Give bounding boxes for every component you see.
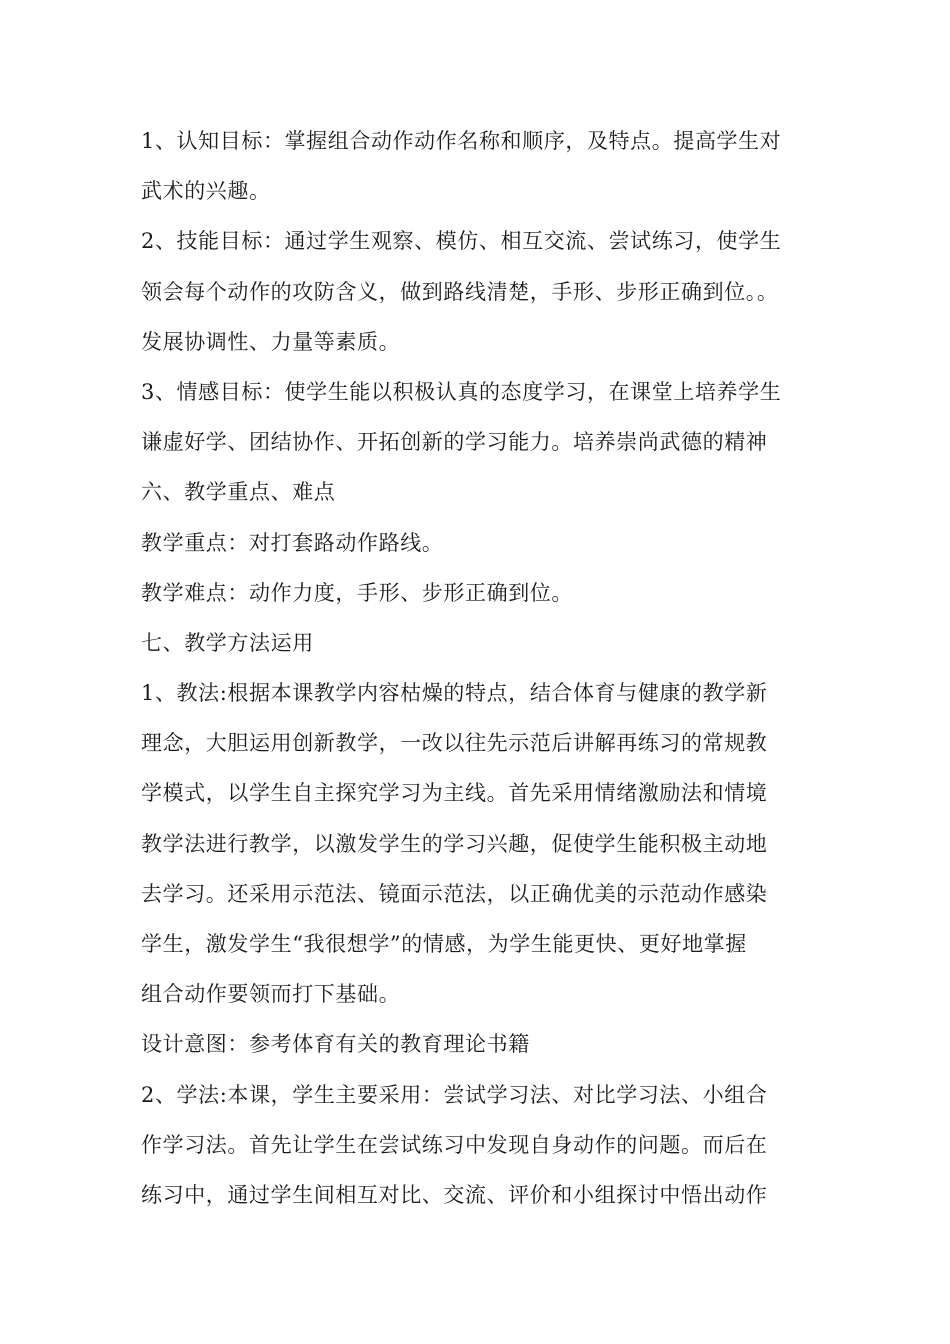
section-heading-7: 七、教学方法运用: [141, 630, 314, 655]
text-line-20: 2、学法:本课，学生主要采用：尝试学习法、对比学习法、小组合: [141, 1082, 768, 1107]
text-line-16: 去学习。还采用示范法、镜面示范法，以正确优美的示范动作感染: [141, 881, 768, 906]
section-heading-6: 六、教学重点、难点: [141, 480, 336, 505]
document-body: [141, 116, 821, 1220]
text-line-15: 教学法进行教学，以激发学生的学习兴趣，促使学生能积极主动地: [141, 831, 768, 856]
text-line-21: 作学习法。首先让学生在尝试练习中发现自身动作的问题。而后在: [141, 1132, 768, 1157]
text-line-2: 武术的兴趣。: [141, 179, 271, 204]
text-line-12: 1、教法:根据本课教学内容枯燥的特点，结合体育与健康的教学新: [141, 681, 768, 706]
text-line-3: 2、技能目标：通过学生观察、模仿、相互交流、尝试练习，使学生: [141, 229, 782, 254]
text-line-1: 1、认知目标：掌握组合动作动作名称和顺序，及特点。提高学生对: [141, 129, 782, 153]
text-line-9: 教学重点：对打套路动作路线。: [141, 530, 444, 555]
text-line-22: 练习中，通过学生间相互对比、交流、评价和小组探讨中悟出动作: [141, 1182, 768, 1207]
text-line-17: 学生，激发学生“我很想学”的情感，为学生能更快、更好地掌握: [141, 932, 747, 956]
text-line-10: 教学难点：动作力度，手形、步形正确到位。: [141, 580, 573, 605]
text-line-19: 设计意图：参考体育有关的教育理论书籍: [141, 1032, 530, 1057]
text-line-14: 学模式，以学生自主探究学习为主线。首先采用情绪激励法和情境: [141, 781, 768, 806]
text-line-7: 谦虚好学、团结协作、开拓创新的学习能力。培养崇尚武德的精神: [141, 430, 768, 455]
text-line-6: 3、情感目标：使学生能以积极认真的态度学习，在课堂上培养学生: [141, 379, 782, 404]
text-line-13: 理念，大胆运用创新教学，一改以往先示范后讲解再练习的常规教: [141, 731, 768, 756]
text-line-18: 组合动作要领而打下基础。: [141, 982, 401, 1007]
text-line-5: 发展协调性、力量等素质。: [141, 329, 401, 354]
text-line-4: 领会每个动作的攻防含义，做到路线清楚，手形、步形正确到位。。: [141, 279, 779, 304]
